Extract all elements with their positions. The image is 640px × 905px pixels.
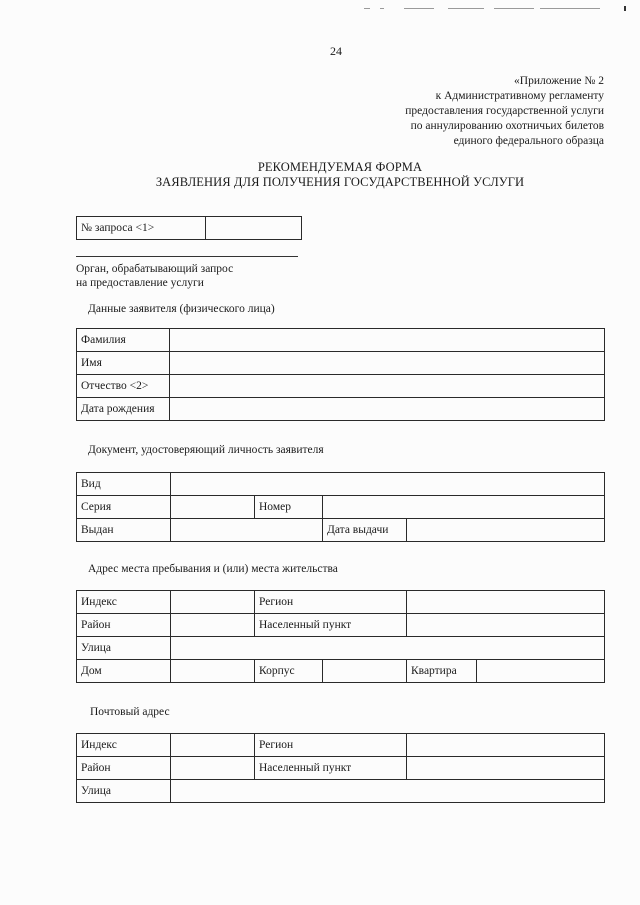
res-locality-field[interactable]: [407, 614, 605, 637]
appendix-line: «Приложение № 2: [514, 75, 604, 87]
birth-date-label: Дата рождения: [77, 398, 170, 421]
organ-signature-line: [76, 256, 298, 257]
form-title-line: ЗАЯВЛЕНИЯ ДЛЯ ПОЛУЧЕНИЯ ГОСУДАРСТВЕННОЙ УСЛУГИ: [155, 175, 525, 189]
surname-label: Фамилия: [77, 329, 170, 352]
postal-district-label: Район: [77, 757, 171, 780]
doc-type-field[interactable]: [171, 473, 605, 496]
res-apartment-label: Квартира: [407, 660, 477, 683]
res-building-label: Корпус: [255, 660, 323, 683]
res-building-field[interactable]: [323, 660, 407, 683]
doc-number-label: Номер: [255, 496, 323, 519]
postal-section-title: Почтовый адрес: [90, 706, 170, 718]
postal-index-label: Индекс: [77, 734, 171, 757]
res-district-label: Район: [77, 614, 171, 637]
postal-index-field[interactable]: [171, 734, 255, 757]
res-index-field[interactable]: [171, 591, 255, 614]
res-region-field[interactable]: [407, 591, 605, 614]
document-table: [76, 472, 605, 542]
document-section-title: Документ, удостоверяющий личность заявителя: [88, 444, 324, 456]
res-apartment-field[interactable]: [477, 660, 605, 683]
postal-street-label: Улица: [77, 780, 171, 803]
request-number-label: № запроса <1>: [77, 217, 206, 240]
appendix-line: единого федерального образца: [453, 135, 604, 147]
res-region-label: Регион: [255, 591, 407, 614]
doc-series-label: Серия: [77, 496, 171, 519]
res-house-label: Дом: [77, 660, 171, 683]
form-title: [0, 160, 640, 190]
res-house-field[interactable]: [171, 660, 255, 683]
applicant-section-title: Данные заявителя (физического лица): [88, 303, 275, 315]
residence-table: [76, 590, 605, 683]
request-number-table: [76, 216, 302, 240]
postal-locality-label: Населенный пункт: [255, 757, 407, 780]
postal-street-field[interactable]: [171, 780, 605, 803]
name-field[interactable]: [170, 352, 605, 375]
patronymic-label: Отчество <2>: [77, 375, 170, 398]
scan-marks: [364, 6, 634, 12]
postal-region-field[interactable]: [407, 734, 605, 757]
postal-locality-field[interactable]: [407, 757, 605, 780]
res-index-label: Индекс: [77, 591, 171, 614]
patronymic-field[interactable]: [170, 375, 605, 398]
res-street-label: Улица: [77, 637, 171, 660]
surname-field[interactable]: [170, 329, 605, 352]
res-district-field[interactable]: [171, 614, 255, 637]
organ-caption-line: на предоставление услуги: [76, 277, 204, 289]
residence-section-title: Адрес места пребывания и (или) места жительства: [88, 563, 338, 575]
doc-issued-by-field[interactable]: [171, 519, 323, 542]
doc-issue-date-field[interactable]: [407, 519, 605, 542]
page-number: 24: [330, 44, 342, 58]
res-locality-label: Населенный пункт: [255, 614, 407, 637]
appendix-line: к Административному регламенту: [435, 90, 604, 102]
organ-caption-line: Орган, обрабатывающий запрос: [76, 263, 234, 275]
doc-issued-by-label: Выдан: [77, 519, 171, 542]
appendix-line: по аннулированию охотничьих билетов: [410, 120, 604, 132]
doc-type-label: Вид: [77, 473, 171, 496]
form-title-line: РЕКОМЕНДУЕМАЯ ФОРМА: [257, 160, 423, 174]
postal-district-field[interactable]: [171, 757, 255, 780]
applicant-table: [76, 328, 605, 421]
appendix-line: предоставления государственной услуги: [405, 105, 604, 117]
doc-series-field[interactable]: [171, 496, 255, 519]
name-label: Имя: [77, 352, 170, 375]
doc-number-field[interactable]: [323, 496, 605, 519]
postal-region-label: Регион: [255, 734, 407, 757]
request-number-field[interactable]: [206, 217, 302, 240]
appendix-header: [304, 74, 604, 149]
doc-issue-date-label: Дата выдачи: [323, 519, 407, 542]
postal-table: [76, 733, 605, 803]
organ-caption: [76, 262, 233, 290]
birth-date-field[interactable]: [170, 398, 605, 421]
res-street-field[interactable]: [171, 637, 605, 660]
